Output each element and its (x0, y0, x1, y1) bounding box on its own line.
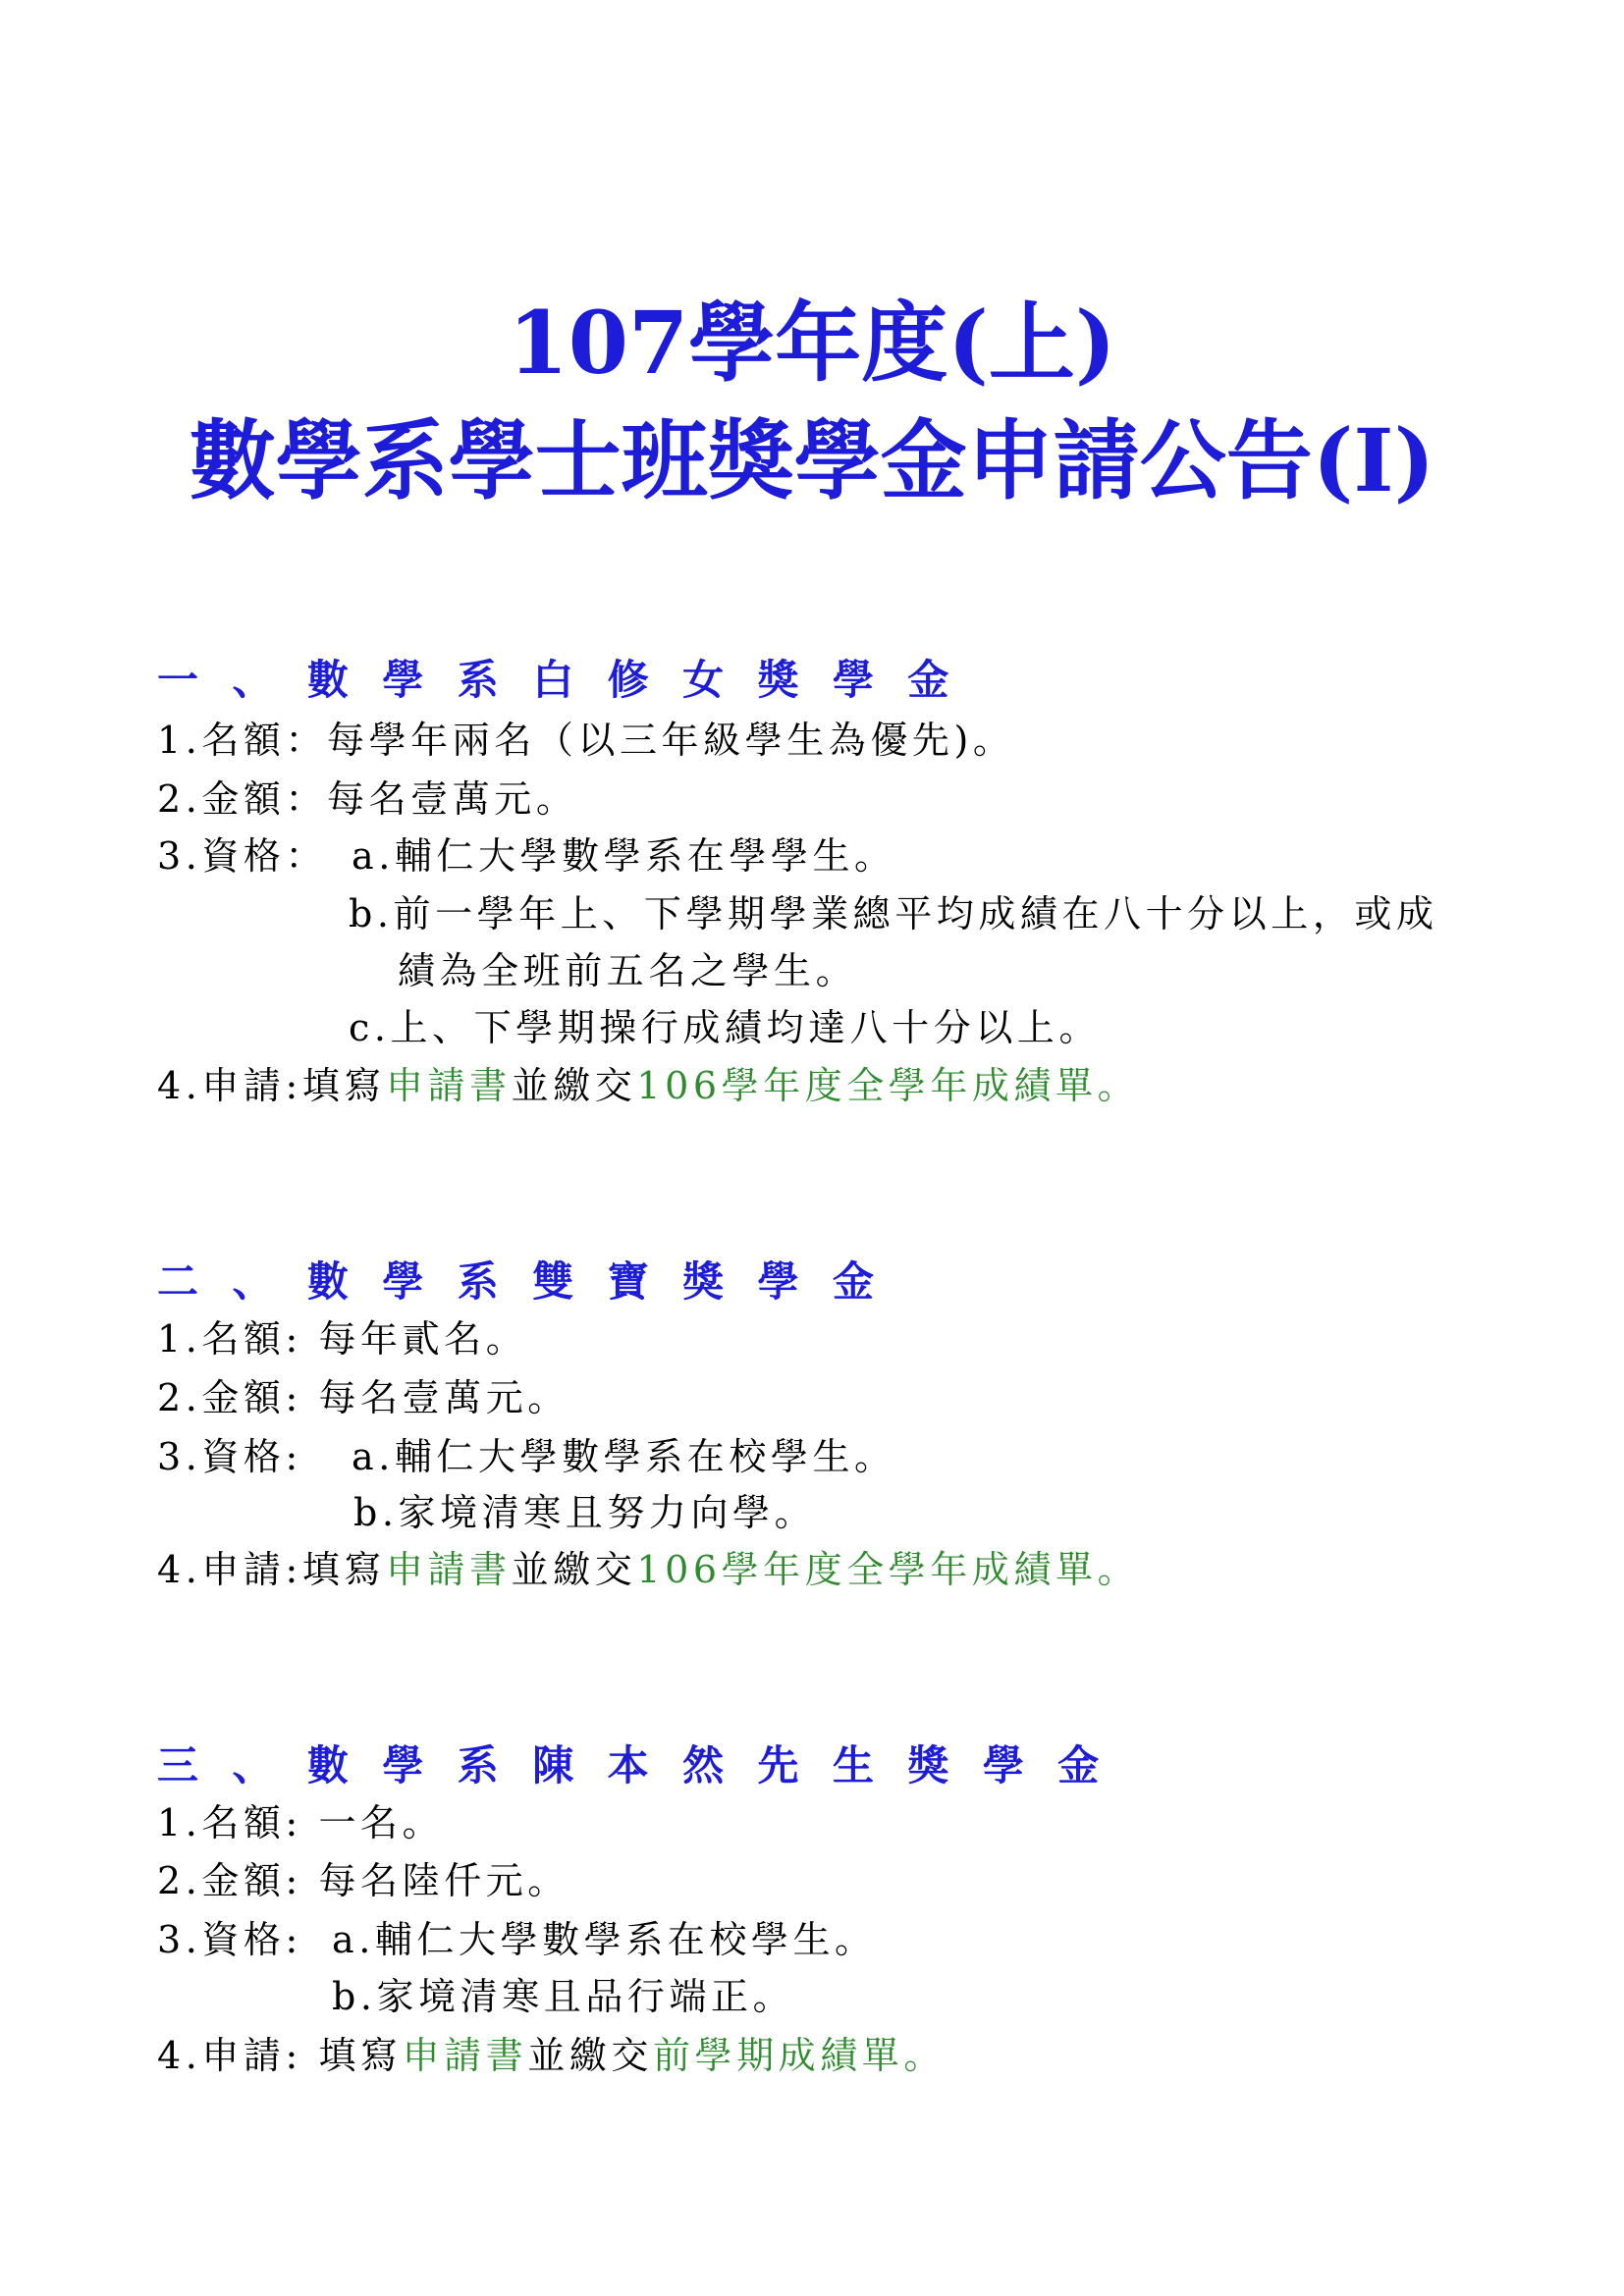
section-1-qualification-c: c.上、下學期操行成績均達八十分以上。 (349, 1006, 1102, 1049)
section-3-apply (157, 2034, 946, 2077)
section-2-apply (157, 1548, 1140, 1591)
section-1-qualification-a: a.輔仁大學數學系在學學生。 (352, 834, 896, 878)
section-1-amount: 2.金額：每名壹萬元。 (157, 777, 578, 821)
apply-doc-highlight: 前學期成績單。 (653, 2034, 946, 2077)
section-3-qualification-a: a.輔仁大學數學系在校學生。 (332, 1918, 877, 1961)
apply-prefix: 4.申請:填寫 (157, 1548, 386, 1591)
apply-mid: 並繳交 (527, 2034, 653, 2077)
page-subtitle: 數學系學士班獎學金申請公告(I) (189, 409, 1435, 511)
apply-form-highlight: 申請書 (385, 1548, 512, 1591)
section-3-amount: 2.金額: 每名陸仟元。 (157, 1859, 569, 1902)
section-1-qualification-label: 3.資格： (157, 834, 328, 878)
section-2-amount: 2.金額: 每名壹萬元。 (157, 1376, 569, 1419)
section-2-qualification-label: 3.資格: (157, 1435, 302, 1478)
section-2-quota: 1.名額: 每年貳名。 (157, 1317, 528, 1361)
section-1-apply (157, 1064, 1140, 1107)
page-title: 107學年度(上) (508, 292, 1116, 394)
apply-form-highlight: 申請書 (402, 2034, 528, 2077)
section-1-qualification-b: b.前一學年上、下學期學業總平均成績在八十分以上，或成 (349, 892, 1438, 935)
apply-prefix: 4.申請: 填寫 (157, 2034, 403, 2077)
section-1-quota: 1.名額：每學年兩名（以三年級學生為優先)。 (157, 719, 1015, 762)
section-2-qualification-b: b.家境清寒且努力向學。 (353, 1491, 817, 1534)
section-heading-3: 三、數學系陳本然先生獎學金 (157, 1741, 1133, 1789)
section-1-qualification-b-cont: 績為全班前五名之學生。 (398, 949, 858, 992)
apply-prefix: 4.申請:填寫 (157, 1064, 386, 1107)
section-3-qualification-b: b.家境清寒且品行端正。 (332, 1975, 795, 2018)
section-3-quota: 1.名額: 一名。 (157, 1801, 445, 1844)
section-3-qualification-label: 3.資格: (157, 1918, 302, 1961)
section-heading-2: 二、數學系雙寶獎學金 (157, 1257, 908, 1306)
apply-doc-highlight: 106學年度全學年成績單。 (636, 1064, 1140, 1107)
apply-mid: 並繳交 (511, 1548, 637, 1591)
apply-form-highlight: 申請書 (385, 1064, 512, 1107)
apply-doc-highlight: 106學年度全學年成績單。 (636, 1548, 1140, 1591)
section-heading-1: 一、數學系白修女獎學金 (157, 656, 983, 704)
apply-mid: 並繳交 (511, 1064, 637, 1107)
section-2-qualification-a: a.輔仁大學數學系在校學生。 (352, 1435, 896, 1478)
